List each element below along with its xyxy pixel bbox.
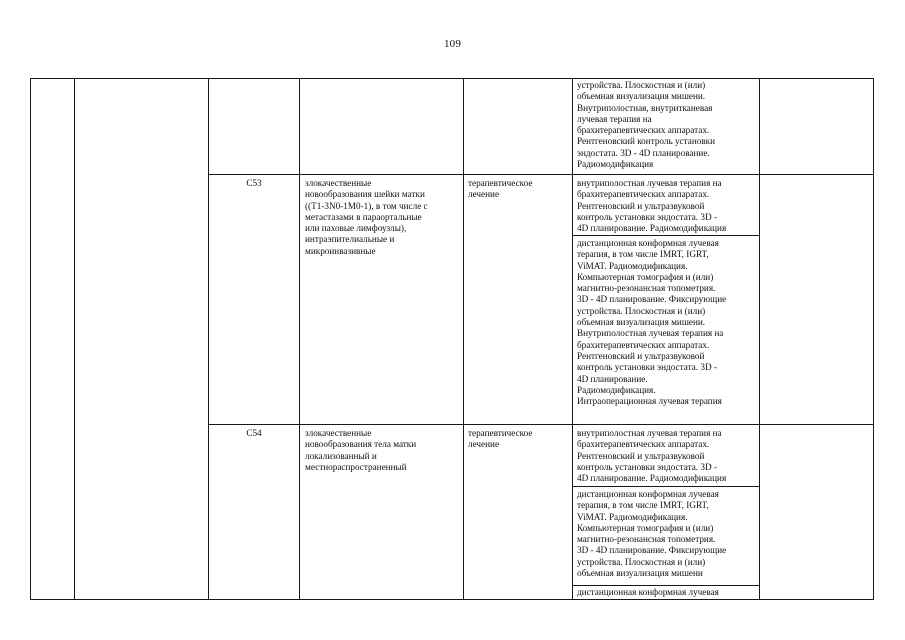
medical-procedures-table (30, 78, 874, 600)
table-border-left (30, 78, 31, 600)
diagnosis-cell: злокачественные новообразования шейки матки ((T1-3N0-1M0-1), в том числе с метастазами в параортальные или паховые лимфоузлы), интраэпителиальные и микроинвазивные (305, 178, 428, 256)
page-number: 109 (443, 38, 462, 50)
treatment-method-cell: дистанционная конформная лучевая терапия, в том числе IMRT, IGRT, ViMAT. Радиомодификация. Компьютерная томография и (или) магнитно-резонансная топометрия. 3D - 4D планирование. Фиксирующие устройства. Плоскостная и (или) объемная визуализация мишени. Внутриполостная лучевая терапия на брахитерапевтических аппаратах. Рентгеновский и ультразвуковой контроль установки эндостата. 3D - 4D планирование. Радиомодификация. Интраоперационная лучевая терапия (577, 238, 727, 407)
treatment-method-cell: дистанционная конформная лучевая (577, 587, 719, 597)
row-divider (572, 235, 760, 236)
column-divider (208, 78, 209, 600)
column-divider (299, 78, 300, 600)
treatment-method-cell: внутриполостная лучевая терапия на брахитерапевтических аппаратах. Рентгеновский и ультразвуковой контроль установки эндостата. 3D - 4D планирование. Радиомодификация (577, 428, 727, 484)
row-divider (208, 174, 874, 175)
icd-code-cell: C53 (246, 178, 262, 188)
column-divider (74, 78, 75, 600)
row-divider (208, 424, 874, 425)
treatment-type-cell: терапевтическое лечение (468, 428, 533, 450)
treatment-method-cell: дистанционная конформная лучевая терапия, в том числе IMRT, IGRT, ViMAT. Радиомодификация. Компьютерная томография и (или) магнитно-резонансная топометрия. 3D - 4D планирование. Фиксирующие устройства. Плоскостная и (или) объемная визуализация мишени (577, 489, 727, 579)
table-border-bottom (30, 599, 874, 600)
diagnosis-cell: злокачественные новообразования тела матки локализованный и местнораспространенный (305, 428, 417, 472)
column-divider (463, 78, 464, 600)
column-divider (759, 78, 760, 600)
treatment-type-cell: терапевтическое лечение (468, 178, 533, 200)
table-border-right (873, 78, 874, 600)
table-border-top (30, 78, 874, 79)
column-divider (572, 78, 573, 600)
icd-code-cell: C54 (246, 428, 262, 438)
treatment-method-cell: внутриполостная лучевая терапия на брахитерапевтических аппаратах. Рентгеновский и ультразвуковой контроль установки эндостата. 3D - 4D планирование. Радиомодификация (577, 178, 727, 234)
treatment-method-cell: устройства. Плоскостная и (или) объемная визуализация мишени. Внутриполостная, внутритканевая лучевая терапия на брахитерапевтических аппаратах. Рентгеновский контроль установки эндостата. 3D - 4D планирование. Радиомодификация (577, 80, 716, 170)
row-divider (572, 585, 760, 586)
row-divider (572, 486, 760, 487)
